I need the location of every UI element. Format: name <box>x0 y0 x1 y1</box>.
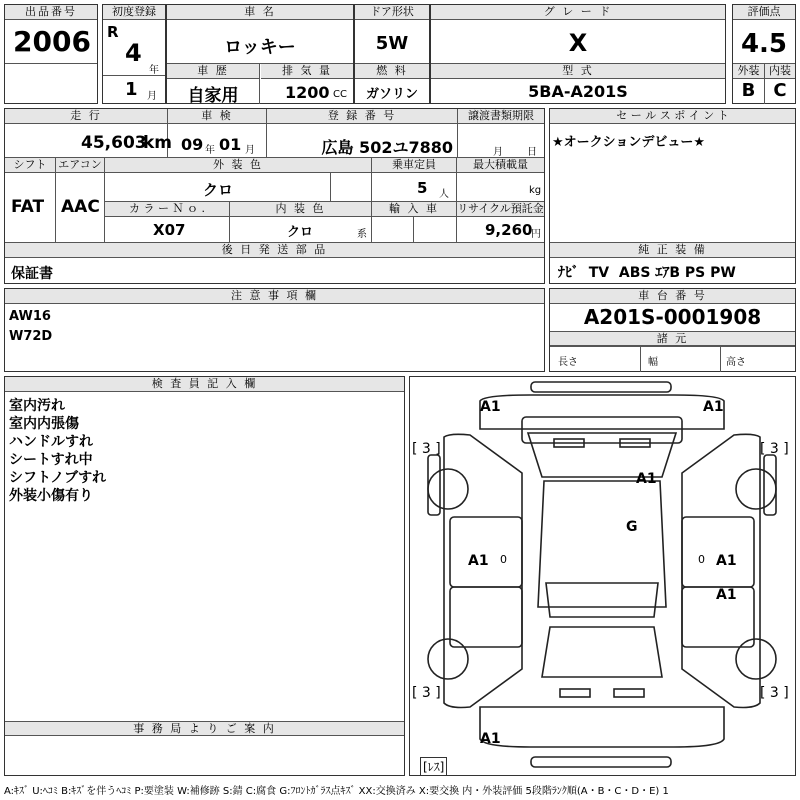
mileage: 45,603 <box>81 133 147 153</box>
office-label: 事 務 局 よ り ご 案 内 <box>5 721 404 736</box>
era: R <box>107 23 119 41</box>
door-label: ドア形状 <box>355 5 429 20</box>
left-body <box>444 434 522 707</box>
ext-color: クロ <box>202 181 233 199</box>
door-box <box>354 4 430 104</box>
equipment: ﾅﾋﾞ TV ABS ｴｱB PS PW <box>558 265 736 281</box>
inspector-line-2: 室内内張傷 <box>9 416 79 432</box>
equip-label: 純 正 装 備 <box>550 243 795 258</box>
car-diagram-box <box>409 376 796 776</box>
history-label: 車 歴 <box>167 64 259 79</box>
chassis-label: 車 台 番 号 <box>550 289 795 304</box>
sales-box <box>549 108 796 284</box>
capacity: 5 <box>417 179 428 197</box>
tire-rear-right: [ 3 ] <box>760 685 789 701</box>
grade-box <box>430 4 726 104</box>
mark-right-door-rear: A1 <box>716 587 737 603</box>
width-label: 幅 <box>648 357 658 368</box>
shift: FAT <box>11 197 45 217</box>
int-color-suffix: 系 <box>357 229 367 240</box>
car-name-label: 車 名 <box>167 5 353 20</box>
caution-box <box>4 288 545 372</box>
shift-label: シフト <box>5 158 55 173</box>
fuel-label: 燃 料 <box>355 64 429 79</box>
details-box <box>4 108 545 284</box>
lot-number: 2006 <box>13 25 91 58</box>
footer-legend: A:ｷｽﾞ U:ﾍｺﾐ B:ｷｽﾞを伴うﾍｺﾐ P:要塗装 W:補修跡 S:錆 C:腐食 G:ﾌﾛﾝﾄｶﾞﾗｽ点ｷｽﾞ XX:交換済み X:要交換 内・外装評価 5段階ﾗﾝｸ順(A・B・C・D・E) 1 <box>4 786 669 797</box>
model: 5BA-A201S <box>528 82 628 101</box>
color-no: X07 <box>153 221 186 239</box>
ac: AAC <box>61 197 100 217</box>
transfer-day: 日 <box>527 147 537 158</box>
recycle: 9,260 <box>485 221 533 239</box>
lot-box <box>4 4 98 104</box>
first-reg-box <box>102 4 166 104</box>
recycle-unit: 円 <box>531 229 541 240</box>
mark-roof: A1 <box>636 471 657 487</box>
cc-unit: CC <box>333 89 347 100</box>
right-body <box>682 434 760 707</box>
inspector-line-1: 室内汚れ <box>9 398 65 414</box>
car-name: ロッキー <box>224 37 296 58</box>
transfer-label: 譲渡書類期限 <box>458 109 544 124</box>
reg-year: 4 <box>125 39 142 67</box>
int-color: クロ <box>287 225 314 240</box>
roof <box>538 481 666 607</box>
ext-grade-label: 外装 <box>733 64 764 79</box>
load-unit: kg <box>529 185 542 196</box>
car-diagram <box>410 377 795 775</box>
front-right-wheel <box>736 469 776 509</box>
rear-right-wheel <box>736 639 776 679</box>
int-grade: C <box>773 80 787 101</box>
reg-month: 1 <box>125 79 138 100</box>
lot-label: 出品番号 <box>5 5 97 20</box>
tire-front-right: [ 3 ] <box>760 441 789 457</box>
mileage-label: 走 行 <box>5 109 167 124</box>
color-no-label: カ ラ ー Ｎ ｏ . <box>105 202 229 217</box>
insp-year-unit: 年 <box>205 145 215 156</box>
insp-month-unit: 月 <box>245 145 255 156</box>
capacity-label: 乗車定員 <box>372 158 456 173</box>
rear-window <box>546 583 658 617</box>
int-color-label: 内 装 色 <box>230 202 371 217</box>
front-bumper <box>531 382 671 392</box>
door: 5W <box>375 33 409 54</box>
score-box <box>732 4 796 104</box>
capacity-unit: 人 <box>439 189 449 200</box>
dims-label: 諸 元 <box>550 331 795 346</box>
score: 4.5 <box>740 29 788 59</box>
rear-left-wheel <box>428 639 468 679</box>
inspection-label: 車 検 <box>168 109 266 124</box>
grade-label: グ レ ー ド <box>431 5 725 20</box>
hood <box>522 417 682 443</box>
rear-bumper <box>531 757 671 767</box>
km-unit: km <box>143 133 173 153</box>
trunk <box>542 627 662 677</box>
left-door-rear <box>450 587 522 647</box>
ext-color-label: 外 装 色 <box>105 158 371 173</box>
mark-front-left: A1 <box>480 399 501 415</box>
sales-label: セ ー ル ス ポ イ ン ト <box>550 109 795 124</box>
score-label: 評価点 <box>733 5 795 20</box>
year-unit: 年 <box>149 65 159 76</box>
load-label: 最大積載量 <box>457 158 544 173</box>
fuel: ガソリン <box>365 87 418 102</box>
int-grade-label: 内装 <box>765 64 795 79</box>
later-parts-label: 後 日 発 送 部 品 <box>5 243 544 258</box>
displacement: 1200 <box>285 83 330 102</box>
sales-point: ★オークションデビュー★ <box>552 135 706 150</box>
front-left-wheel <box>428 469 468 509</box>
right-door-front <box>682 517 754 587</box>
reg-label: 登 録 番 号 <box>267 109 457 124</box>
insp-year: 09 <box>181 135 204 154</box>
mark-left-door: A1 <box>468 553 489 569</box>
import-label: 輸 入 車 <box>372 202 456 217</box>
height-label: 高さ <box>726 357 746 368</box>
reg-number: 広島 502ユ7880 <box>321 138 453 157</box>
front-bumper-outline <box>480 395 724 429</box>
grade: X <box>568 29 588 57</box>
ac-label: エアコン <box>56 158 104 173</box>
left-door-front <box>450 517 522 587</box>
displacement-label: 排 気 量 <box>261 64 353 79</box>
zero-right: 0 <box>698 553 705 566</box>
caution-line-1: AW16 <box>9 309 51 324</box>
later-parts: 保証書 <box>11 266 53 282</box>
top-section <box>4 4 796 104</box>
mark-right-door-front: A1 <box>716 553 737 569</box>
mark-windshield: G <box>626 519 638 535</box>
inspector-line-6: 外装小傷有り <box>9 488 93 504</box>
ext-grade: B <box>741 80 756 101</box>
transfer-month: 月 <box>493 147 503 158</box>
tire-front-left: [ 3 ] <box>412 441 441 457</box>
chassis-box <box>549 288 796 372</box>
insp-month: 01 <box>219 135 242 154</box>
inspector-label: 検 査 員 記 入 欄 <box>5 377 404 392</box>
inspector-box <box>4 376 405 776</box>
chassis-number: A201S-0001908 <box>583 305 762 329</box>
history: 自家用 <box>187 86 239 106</box>
length-label: 長さ <box>558 357 578 368</box>
first-reg-label: 初度登録 <box>103 5 165 20</box>
caution-line-2: W72D <box>9 329 53 344</box>
spare-tire-label: [ﾚｽ] <box>420 757 447 776</box>
car-name-box <box>166 4 354 104</box>
model-label: 型 式 <box>431 64 725 79</box>
inspector-line-5: シフトノブすれ <box>9 470 107 486</box>
rear-bumper-outline <box>480 707 724 747</box>
mark-front-right: A1 <box>703 399 724 415</box>
zero-left: 0 <box>500 553 507 566</box>
tire-rear-left: [ 3 ] <box>412 685 441 701</box>
mark-rear-left: A1 <box>480 731 501 747</box>
month-unit: 月 <box>147 91 157 102</box>
recycle-label: リサイクル預託金 <box>457 202 544 215</box>
inspector-line-3: ハンドルすれ <box>9 434 93 450</box>
inspector-line-4: シートすれ中 <box>9 452 93 468</box>
caution-label: 注 意 事 項 欄 <box>5 289 544 304</box>
